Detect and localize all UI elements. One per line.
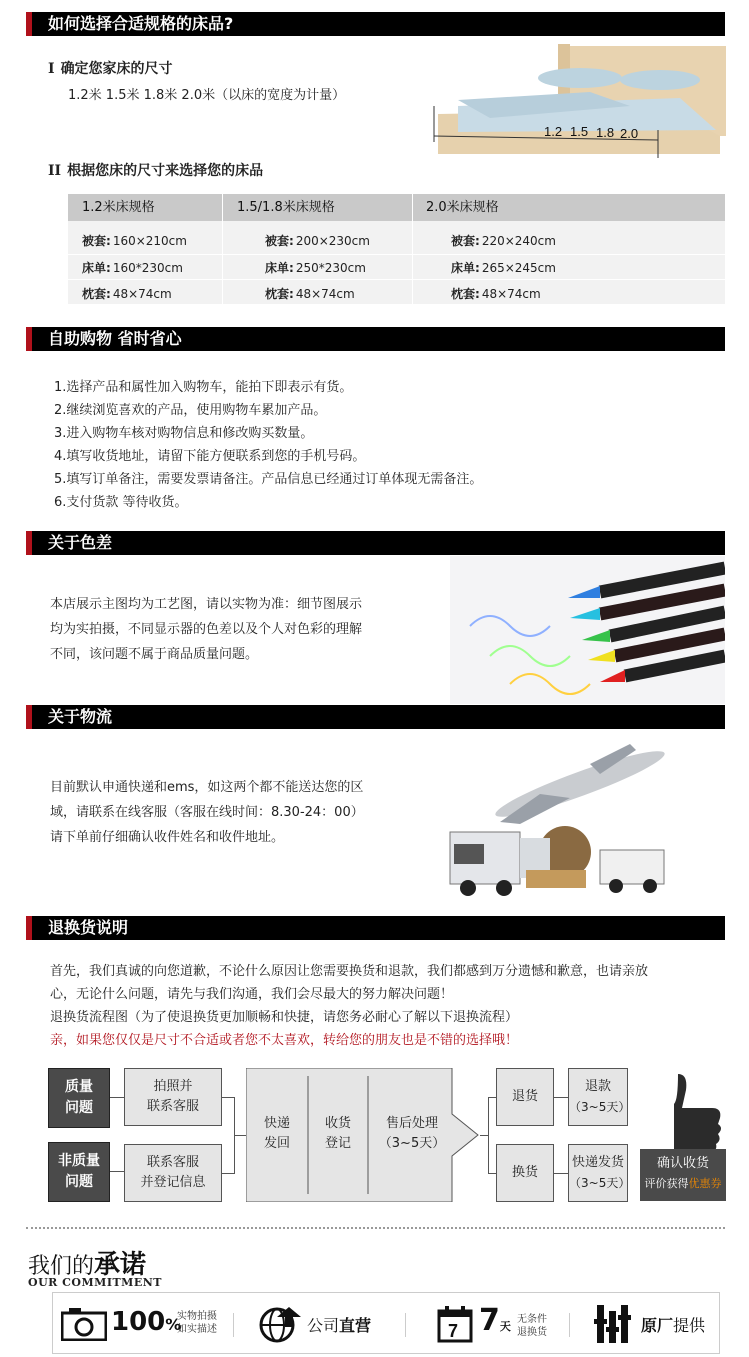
promise-factory: 原厂提供 — [641, 1316, 706, 1335]
table-header: 2.0米床规格 — [412, 194, 725, 221]
promise-real-photo: 实物拍摄 如实描述 — [177, 1311, 217, 1335]
bed-label-1: 1.2 — [544, 124, 563, 139]
list-item: 3.进入购物车核对购物信息和修改购买数量。 — [54, 426, 314, 441]
size-table — [68, 194, 725, 304]
list-item: 4.填写收货地址，请留下能方便联系到您的手机号码。 — [54, 449, 366, 464]
section-title-bed-size: 如何选择合适规格的床品? — [26, 12, 725, 36]
commitment-subtitle: OUR COMMITMENT — [28, 1276, 162, 1289]
refund-days-box: 退款 （3~5天） — [568, 1068, 628, 1126]
promise-direct: 公司直营 — [307, 1316, 372, 1335]
colored-pencils-image — [450, 556, 725, 704]
table-cell: 被套: 160×210cm — [82, 234, 187, 248]
step2-heading: II 根据您床的尺寸来选择您的床品 — [48, 163, 264, 179]
thumbs-up-icon — [660, 1070, 724, 1152]
logistics-image — [440, 734, 685, 900]
commitment-panel — [52, 1292, 720, 1354]
promise-days: 7天 — [479, 1303, 511, 1338]
promise-percent: 100% — [111, 1307, 182, 1337]
receive-step: 收货 登记 — [324, 1116, 351, 1151]
section-title-logistics: 关于物流 — [26, 705, 725, 729]
logistics-note: 目前默认申通快递和ems，如这两个都不能送达您的区 域，请联系在线客服（客服在线时间：8.30-24：00） 请下单前仔细确认收件姓名和收件地址。 — [50, 780, 364, 845]
table-cell: 枕套: 48×74cm — [82, 287, 172, 301]
quality-issue-box: 质量 问题 — [48, 1068, 110, 1128]
table-cell: 床单: 265×245cm — [451, 261, 556, 275]
bed-illustration — [430, 40, 726, 178]
step1-heading: I 确定您家床的尺寸 — [48, 61, 173, 77]
nonquality-issue-box: 非质量 问题 — [48, 1142, 110, 1202]
table-cell: 被套: 200×230cm — [265, 234, 370, 248]
table-cell: 床单: 160*230cm — [82, 261, 183, 275]
color-note: 本店展示主图均为工艺图，请以实物为准：细节图展示 均为实拍摄，不同显示器的色差以及个人对色彩的理解 不同，该问题不属于商品质量问题。 — [50, 597, 363, 662]
commitment-title: 我们的承诺 — [28, 1250, 147, 1280]
ship-back-step: 快递 发回 — [263, 1116, 290, 1151]
table-cell: 枕套: 48×74cm — [451, 287, 541, 301]
table-header: 1.5/1.8米床规格 — [223, 194, 412, 221]
refund-box: 退货 — [496, 1068, 554, 1126]
promise-return: 无条件 退换货 — [517, 1314, 547, 1338]
photo-contact-box: 拍照并 联系客服 — [124, 1068, 222, 1126]
factory-icon — [593, 1301, 633, 1347]
bed-label-3: 1.8 — [596, 125, 615, 140]
bed-size-list: 1.2米 1.5米 1.8米 2.0米（以床的宽度为计量） — [68, 88, 346, 103]
globe-icon — [259, 1305, 303, 1343]
section-title-color: 关于色差 — [26, 531, 725, 555]
list-item: 6.支付货款 等待收货。 — [54, 495, 188, 510]
confirm-receipt-box: 确认收货 评价获得优惠券 — [640, 1149, 726, 1201]
list-item: 5.填写订单备注，需要发票请备注。产品信息已经通过订单体现无需备注。 — [54, 472, 483, 487]
calendar-icon — [437, 1305, 473, 1343]
bed-label-4: 2.0 — [620, 126, 639, 141]
divider — [26, 1227, 725, 1229]
table-cell: 被套: 220×240cm — [451, 234, 556, 248]
bed-label-2: 1.5 — [570, 124, 589, 139]
camera-icon — [61, 1307, 107, 1341]
aftersale-step: 售后处理 （3~5天） — [378, 1116, 446, 1151]
svg-text:7: 7 — [448, 1321, 459, 1341]
section-title-shopping: 自助购物 省时省心 — [26, 327, 725, 351]
exchange-box: 换货 — [496, 1144, 554, 1202]
exchange-days-box: 快递发货 （3~5天） — [568, 1144, 628, 1202]
table-cell: 床单: 250*230cm — [265, 261, 366, 275]
table-header: 1.2米床规格 — [68, 194, 223, 221]
section-title-returns: 退换货说明 — [26, 916, 725, 940]
shopping-steps — [54, 376, 482, 514]
list-item: 1.选择产品和属性加入购物车，能拍下即表示有货。 — [54, 380, 353, 395]
contact-register-box: 联系客服 并登记信息 — [124, 1144, 222, 1202]
list-item: 2.继续浏览喜欢的产品，使用购物车累加产品。 — [54, 403, 327, 418]
table-cell: 枕套: 48×74cm — [265, 287, 355, 301]
return-note: 首先，我们真诚的向您道歉，不论什么原因让您需要换货和退款，我们都感到万分遗憾和歉意，也请亲放 心，无论什么问题，请先与我们沟通，我们会尽最大的努力解决问题！ 退换货流程图（为了使退换货更加顺畅和快捷，请您务必耐心了解以下退换流程） 亲，如果您仅仅是尺寸不合适或者您不太喜欢，转给您的朋友也是不错的选择哦！ — [50, 964, 649, 1048]
